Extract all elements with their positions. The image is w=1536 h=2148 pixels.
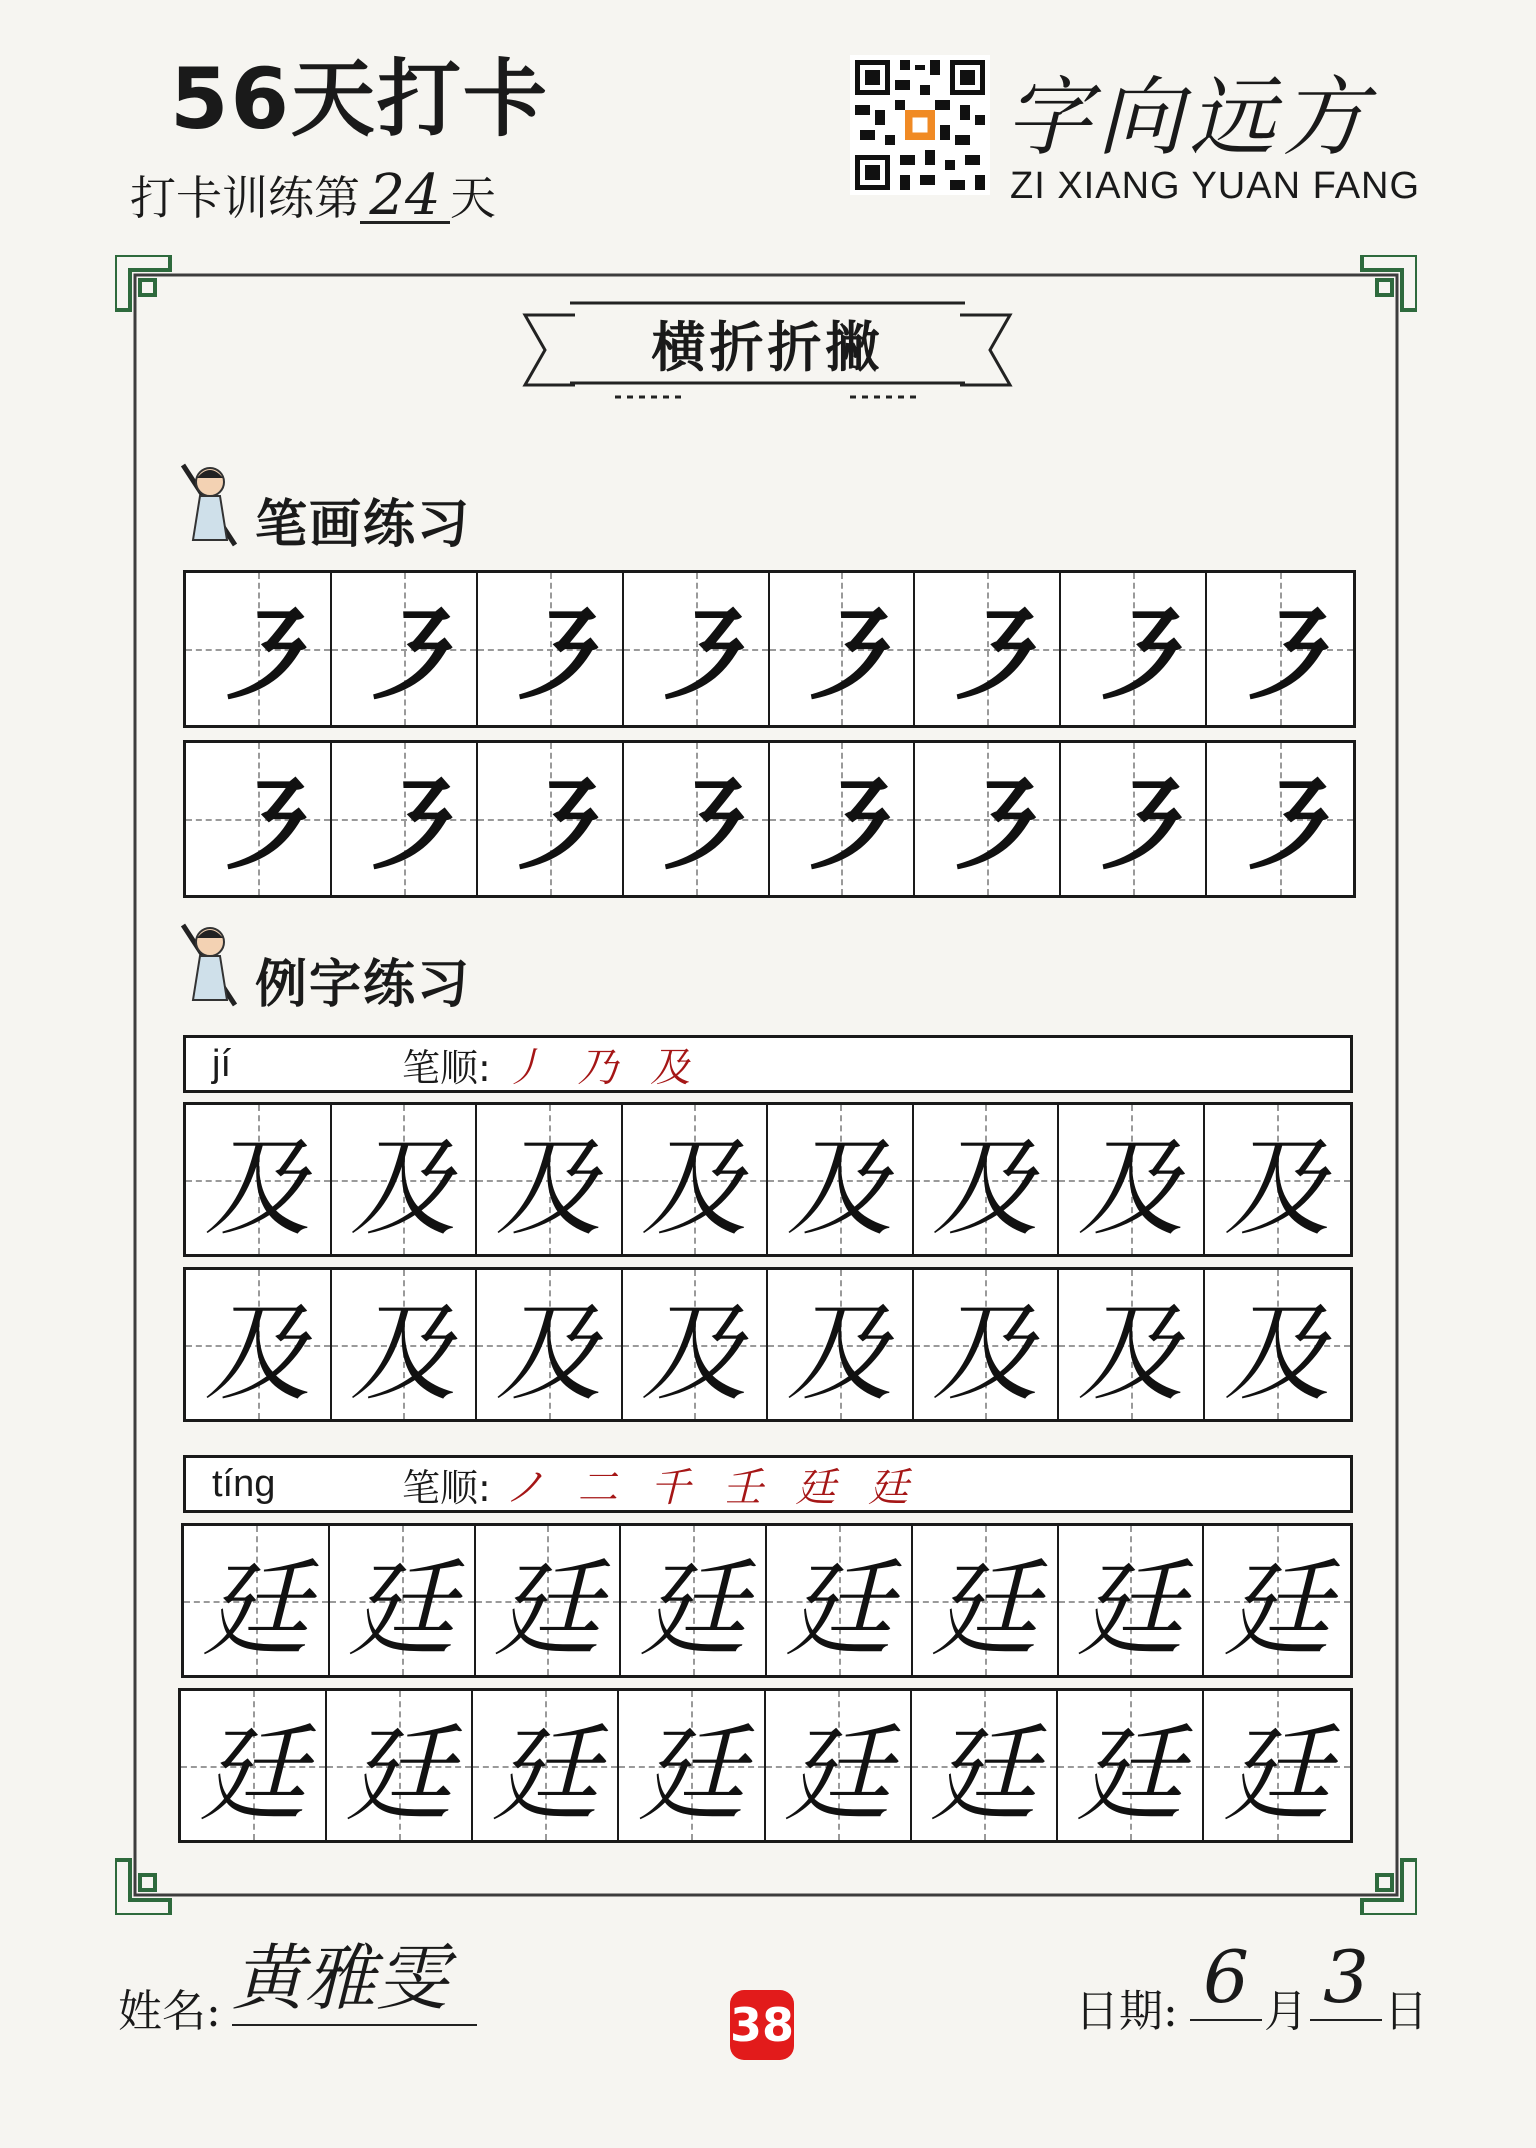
practice-cell: 廷 <box>476 1526 622 1675</box>
practice-cell: ㇋ <box>770 743 916 895</box>
practice-cell: ㇋ <box>332 573 478 725</box>
daily-checkin-line <box>130 162 496 228</box>
practice-cell: ㇋ <box>915 743 1061 895</box>
stroke-grid-row-2 <box>183 740 1356 898</box>
practice-cell: 及 <box>477 1105 623 1254</box>
practice-cell: ㇋ <box>1061 573 1207 725</box>
date-label: 日期: <box>1075 1986 1178 2037</box>
practice-cell: 廷 <box>767 1526 913 1675</box>
practice-cell: 廷 <box>912 1691 1058 1840</box>
practice-cell: 廷 <box>619 1691 765 1840</box>
practice-cell: 及 <box>477 1270 623 1419</box>
pinyin: tíng <box>212 1462 276 1505</box>
practice-cell: 及 <box>914 1105 1060 1254</box>
practice-cell: ㇋ <box>332 743 478 895</box>
pinyin: jí <box>212 1042 231 1085</box>
practice-cell: 廷 <box>327 1691 473 1840</box>
practice-cell: 廷 <box>330 1526 476 1675</box>
brand-logo-en: ZI XIANG YUAN FANG <box>1010 165 1421 207</box>
date-day: 3 <box>1310 1935 1382 2021</box>
day-label: 日 <box>1384 1986 1428 2037</box>
practice-cell: 及 <box>332 1105 478 1254</box>
practice-cell: ㇋ <box>915 573 1061 725</box>
practice-cell: 及 <box>768 1105 914 1254</box>
practice-cell: 廷 <box>621 1526 767 1675</box>
practice-cell: 及 <box>623 1270 769 1419</box>
stroke-order: ノ 二 千 壬 廷 廷 <box>504 1464 919 1511</box>
practice-cell: 廷 <box>1059 1526 1205 1675</box>
practice-cell: ㇋ <box>478 743 624 895</box>
brand-logo-cn: 字向远方 <box>1005 68 1373 168</box>
practice-cell: 廷 <box>1204 1691 1350 1840</box>
practice-cell: ㇋ <box>478 573 624 725</box>
practice-cell: ㇋ <box>1207 743 1353 895</box>
practice-cell: 廷 <box>766 1691 912 1840</box>
pinyin-bar <box>183 1455 1353 1513</box>
stroke-section-header <box>175 460 775 555</box>
practice-cell: ㇋ <box>770 573 916 725</box>
example-grid-row-3 <box>181 1523 1353 1678</box>
practice-cell: 及 <box>1205 1270 1351 1419</box>
practice-cell: 及 <box>1059 1105 1205 1254</box>
date-month: 6 <box>1190 1935 1262 2021</box>
practice-cell: ㇋ <box>186 573 332 725</box>
pinyin-bar <box>183 1035 1353 1093</box>
stroke-grid-row-1 <box>183 570 1356 728</box>
example-grid-row-4 <box>178 1688 1353 1843</box>
practice-cell: ㇋ <box>624 573 770 725</box>
practice-cell: ㇋ <box>1061 743 1207 895</box>
practice-cell: 及 <box>1059 1270 1205 1419</box>
practice-cell: ㇋ <box>1207 573 1353 725</box>
practice-cell: 廷 <box>1204 1526 1350 1675</box>
page-title: 56天打卡 <box>170 50 549 148</box>
stroke-section-label: 笔画练习 <box>255 495 472 555</box>
name-value: 黄雅雯 <box>232 1920 477 2026</box>
scholar-mascot-icon <box>175 920 255 1010</box>
example-grid-row-1 <box>183 1102 1353 1257</box>
scholar-mascot-icon <box>175 460 255 550</box>
page-number-badge: 38 <box>730 1990 794 2060</box>
practice-cell: 廷 <box>181 1691 327 1840</box>
practice-cell: 及 <box>914 1270 1060 1419</box>
practice-cell: 廷 <box>473 1691 619 1840</box>
day-number: 24 <box>360 171 450 224</box>
daily-suffix: 天 <box>450 171 496 225</box>
stroke-order: 丿 乃 及 <box>504 1044 701 1091</box>
practice-cell: 及 <box>623 1105 769 1254</box>
practice-cell: 及 <box>768 1270 914 1419</box>
practice-cell: 廷 <box>913 1526 1059 1675</box>
stroke-order-label: 笔顺: <box>402 1465 491 1510</box>
name-label: 姓名: <box>118 1986 221 2037</box>
example-grid-row-2 <box>183 1267 1353 1422</box>
practice-cell: 廷 <box>184 1526 330 1675</box>
daily-prefix: 打卡训练第 <box>130 171 360 225</box>
practice-cell: 廷 <box>1058 1691 1204 1840</box>
example-section-header <box>175 920 775 1015</box>
month-label: 月 <box>1264 1986 1308 2037</box>
qr-code-icon <box>850 55 990 195</box>
example-section-label: 例字练习 <box>255 955 472 1015</box>
banner-title: 横折折撇 <box>651 316 884 379</box>
practice-cell: 及 <box>186 1105 332 1254</box>
stroke-order-label: 笔顺: <box>402 1045 491 1090</box>
practice-cell: 及 <box>332 1270 478 1419</box>
practice-cell: ㇋ <box>624 743 770 895</box>
practice-cell: ㇋ <box>186 743 332 895</box>
practice-cell: 及 <box>1205 1105 1351 1254</box>
practice-cell: 及 <box>186 1270 332 1419</box>
